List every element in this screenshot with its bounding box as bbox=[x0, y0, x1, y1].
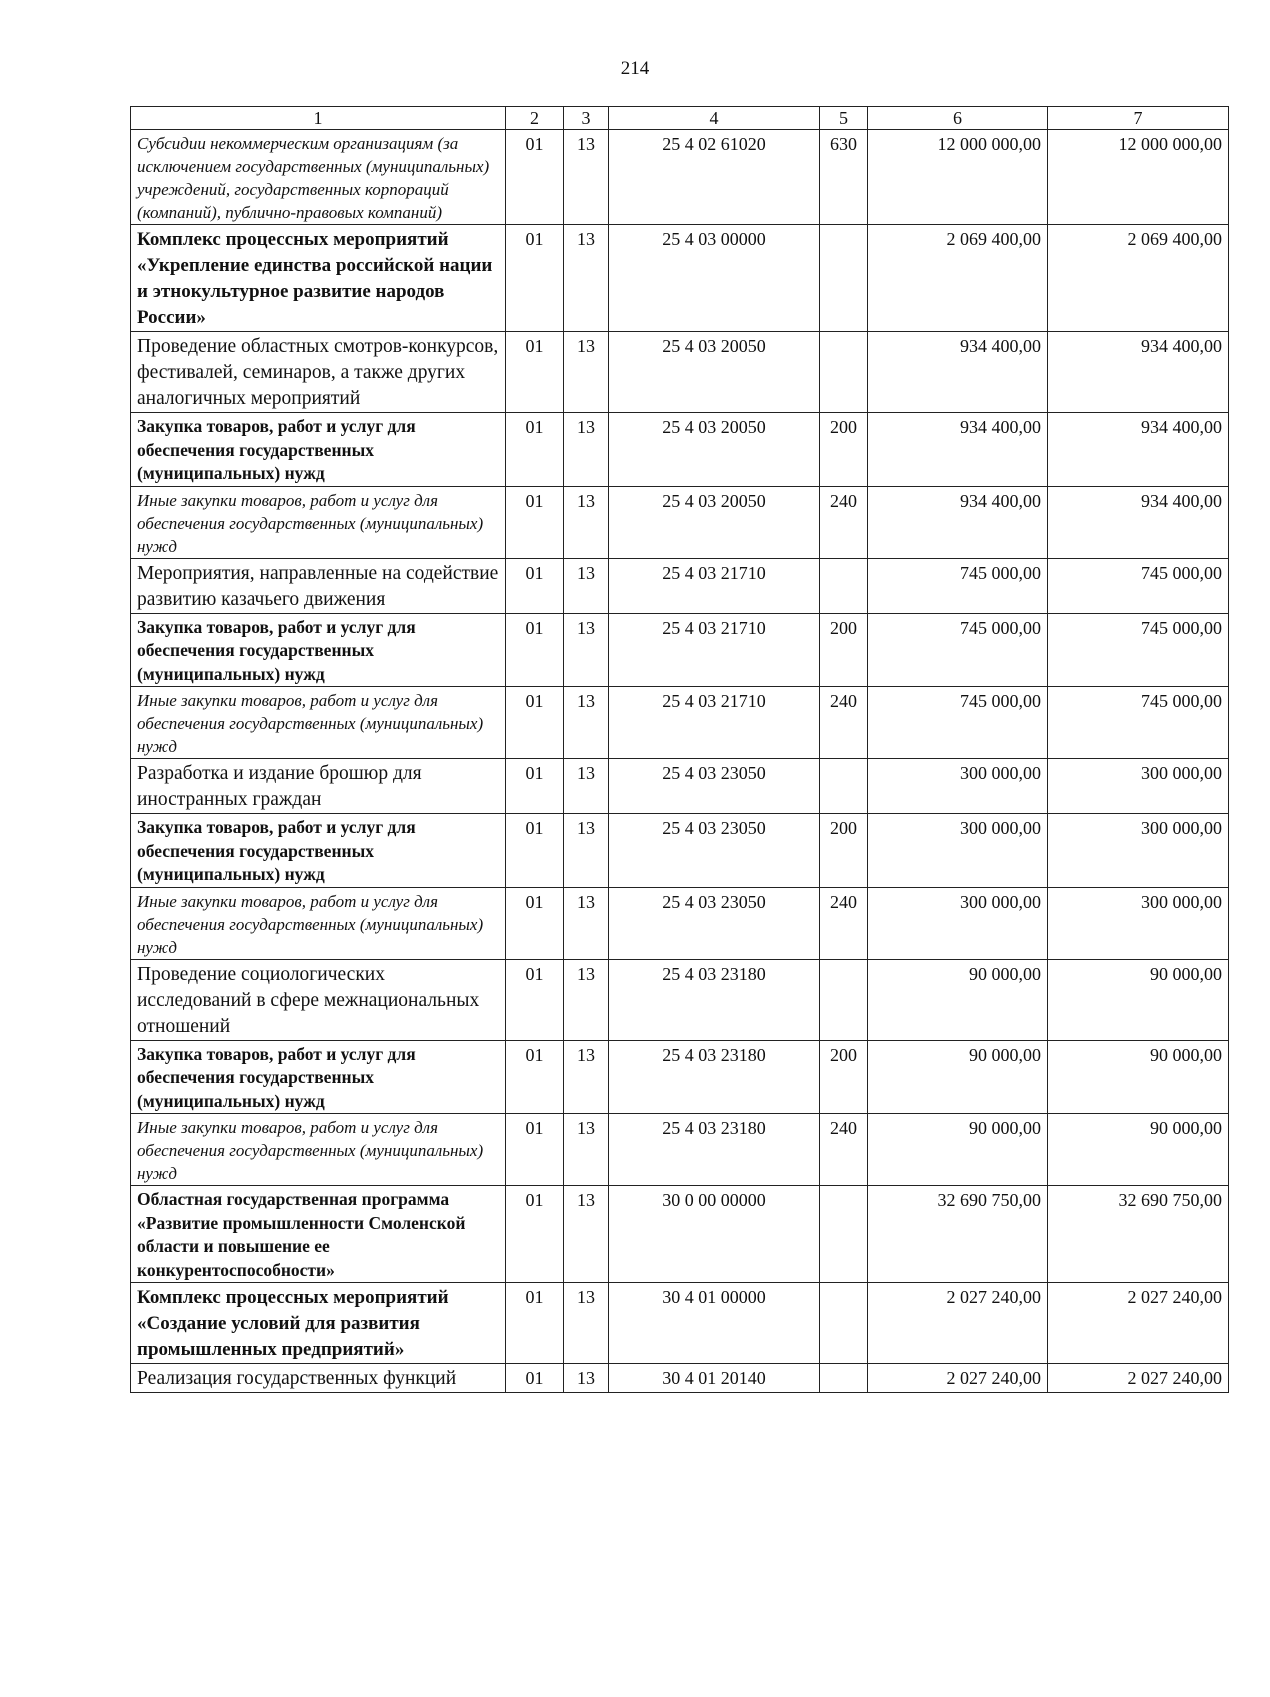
row-amount-cell: 300 000,00 bbox=[1048, 887, 1229, 959]
row-subsection-cell: 13 bbox=[564, 613, 609, 687]
row-subsection-cell: 13 bbox=[564, 558, 609, 613]
row-section-cell: 01 bbox=[506, 413, 564, 487]
row-expense-type-cell: 200 bbox=[820, 814, 868, 888]
row-name-cell: Закупка товаров, работ и услуг для обеспечения государственных (муниципальных) нужд bbox=[131, 413, 506, 487]
column-header: 7 bbox=[1048, 107, 1229, 130]
row-amount-cell: 934 400,00 bbox=[1048, 332, 1229, 413]
row-amount-cell: 934 400,00 bbox=[868, 332, 1048, 413]
row-section-cell: 01 bbox=[506, 1040, 564, 1114]
row-target-article-cell: 25 4 03 20050 bbox=[609, 332, 820, 413]
row-amount-cell: 90 000,00 bbox=[868, 959, 1048, 1040]
column-header: 3 bbox=[564, 107, 609, 130]
row-amount-cell: 2 027 240,00 bbox=[868, 1364, 1048, 1393]
row-expense-type-cell bbox=[820, 225, 868, 332]
table-row bbox=[131, 1040, 1229, 1114]
row-amount-cell: 745 000,00 bbox=[868, 687, 1048, 759]
row-amount-cell: 2 027 240,00 bbox=[1048, 1283, 1229, 1364]
row-subsection-cell: 13 bbox=[564, 413, 609, 487]
row-section-cell: 01 bbox=[506, 225, 564, 332]
row-subsection-cell: 13 bbox=[564, 814, 609, 888]
row-amount-cell: 90 000,00 bbox=[1048, 959, 1229, 1040]
column-header: 4 bbox=[609, 107, 820, 130]
row-amount-cell: 745 000,00 bbox=[1048, 613, 1229, 687]
row-amount-cell: 12 000 000,00 bbox=[1048, 130, 1229, 225]
row-section-cell: 01 bbox=[506, 613, 564, 687]
row-section-cell: 01 bbox=[506, 759, 564, 814]
row-subsection-cell: 13 bbox=[564, 1040, 609, 1114]
row-target-article-cell: 25 4 03 23050 bbox=[609, 759, 820, 814]
row-target-article-cell: 30 4 01 20140 bbox=[609, 1364, 820, 1393]
row-name-cell: Мероприятия, направленные на содействие развитию казачьего движения bbox=[131, 558, 506, 613]
row-amount-cell: 934 400,00 bbox=[1048, 413, 1229, 487]
row-target-article-cell: 25 4 03 21710 bbox=[609, 558, 820, 613]
row-subsection-cell: 13 bbox=[564, 1283, 609, 1364]
column-header: 6 bbox=[868, 107, 1048, 130]
row-amount-cell: 300 000,00 bbox=[1048, 759, 1229, 814]
row-section-cell: 01 bbox=[506, 486, 564, 558]
table-row bbox=[131, 332, 1229, 413]
row-target-article-cell: 25 4 03 21710 bbox=[609, 613, 820, 687]
row-name-cell: Закупка товаров, работ и услуг для обеспечения государственных (муниципальных) нужд bbox=[131, 1040, 506, 1114]
row-section-cell: 01 bbox=[506, 1364, 564, 1393]
column-header: 2 bbox=[506, 107, 564, 130]
row-subsection-cell: 13 bbox=[564, 887, 609, 959]
row-amount-cell: 934 400,00 bbox=[1048, 486, 1229, 558]
row-amount-cell: 2 069 400,00 bbox=[1048, 225, 1229, 332]
row-expense-type-cell bbox=[820, 1283, 868, 1364]
table-row bbox=[131, 1186, 1229, 1283]
table-row bbox=[131, 814, 1229, 888]
row-target-article-cell: 25 4 03 23180 bbox=[609, 1114, 820, 1186]
row-subsection-cell: 13 bbox=[564, 332, 609, 413]
table-row bbox=[131, 1364, 1229, 1393]
row-section-cell: 01 bbox=[506, 558, 564, 613]
row-expense-type-cell: 240 bbox=[820, 1114, 868, 1186]
row-amount-cell: 90 000,00 bbox=[868, 1040, 1048, 1114]
row-expense-type-cell: 240 bbox=[820, 687, 868, 759]
row-name-cell: Закупка товаров, работ и услуг для обеспечения государственных (муниципальных) нужд bbox=[131, 613, 506, 687]
row-section-cell: 01 bbox=[506, 1283, 564, 1364]
row-amount-cell: 2 069 400,00 bbox=[868, 225, 1048, 332]
row-expense-type-cell: 240 bbox=[820, 486, 868, 558]
row-section-cell: 01 bbox=[506, 332, 564, 413]
row-name-cell: Закупка товаров, работ и услуг для обеспечения государственных (муниципальных) нужд bbox=[131, 814, 506, 888]
table-row bbox=[131, 413, 1229, 487]
row-amount-cell: 934 400,00 bbox=[868, 486, 1048, 558]
row-amount-cell: 300 000,00 bbox=[1048, 814, 1229, 888]
row-name-cell: Проведение социологических исследований в сфере межнациональных отношений bbox=[131, 959, 506, 1040]
row-amount-cell: 300 000,00 bbox=[868, 814, 1048, 888]
row-section-cell: 01 bbox=[506, 130, 564, 225]
row-section-cell: 01 bbox=[506, 814, 564, 888]
table-row bbox=[131, 687, 1229, 759]
row-name-cell: Комплекс процессных мероприятий «Создание условий для развития промышленных предприятий» bbox=[131, 1283, 506, 1364]
row-section-cell: 01 bbox=[506, 887, 564, 959]
row-name-cell: Комплекс процессных мероприятий «Укрепление единства российской нации и этнокультурное развитие народов России» bbox=[131, 225, 506, 332]
row-amount-cell: 2 027 240,00 bbox=[868, 1283, 1048, 1364]
table-row bbox=[131, 959, 1229, 1040]
row-subsection-cell: 13 bbox=[564, 687, 609, 759]
row-amount-cell: 745 000,00 bbox=[868, 558, 1048, 613]
table-row bbox=[131, 130, 1229, 225]
row-subsection-cell: 13 bbox=[564, 1114, 609, 1186]
row-section-cell: 01 bbox=[506, 1186, 564, 1283]
row-expense-type-cell bbox=[820, 959, 868, 1040]
row-name-cell: Иные закупки товаров, работ и услуг для обеспечения государственных (муниципальных) нужд bbox=[131, 1114, 506, 1186]
row-amount-cell: 300 000,00 bbox=[868, 759, 1048, 814]
row-name-cell: Разработка и издание брошюр для иностранных граждан bbox=[131, 759, 506, 814]
row-expense-type-cell bbox=[820, 1186, 868, 1283]
row-name-cell: Иные закупки товаров, работ и услуг для обеспечения государственных (муниципальных) нужд bbox=[131, 887, 506, 959]
column-header: 1 bbox=[131, 107, 506, 130]
table-row bbox=[131, 486, 1229, 558]
row-target-article-cell: 25 4 03 20050 bbox=[609, 486, 820, 558]
budget-table bbox=[130, 106, 1229, 1393]
row-amount-cell: 745 000,00 bbox=[1048, 558, 1229, 613]
row-target-article-cell: 25 4 03 23050 bbox=[609, 814, 820, 888]
row-expense-type-cell: 240 bbox=[820, 887, 868, 959]
table-row bbox=[131, 887, 1229, 959]
row-subsection-cell: 13 bbox=[564, 1364, 609, 1393]
row-name-cell: Иные закупки товаров, работ и услуг для обеспечения государственных (муниципальных) нужд bbox=[131, 486, 506, 558]
row-section-cell: 01 bbox=[506, 1114, 564, 1186]
row-target-article-cell: 30 4 01 00000 bbox=[609, 1283, 820, 1364]
page-number: 214 bbox=[620, 58, 650, 79]
row-expense-type-cell bbox=[820, 332, 868, 413]
row-expense-type-cell: 200 bbox=[820, 613, 868, 687]
row-section-cell: 01 bbox=[506, 687, 564, 759]
row-subsection-cell: 13 bbox=[564, 759, 609, 814]
row-name-cell: Областная государственная программа «Развитие промышленности Смоленской области и повышение ее конкурентоспособности» bbox=[131, 1186, 506, 1283]
row-subsection-cell: 13 bbox=[564, 225, 609, 332]
row-target-article-cell: 25 4 03 23180 bbox=[609, 1040, 820, 1114]
row-amount-cell: 300 000,00 bbox=[868, 887, 1048, 959]
table-row bbox=[131, 1283, 1229, 1364]
row-target-article-cell: 25 4 03 23180 bbox=[609, 959, 820, 1040]
row-amount-cell: 32 690 750,00 bbox=[868, 1186, 1048, 1283]
column-header: 5 bbox=[820, 107, 868, 130]
row-name-cell: Реализация государственных функций bbox=[131, 1364, 506, 1393]
row-target-article-cell: 25 4 03 00000 bbox=[609, 225, 820, 332]
row-expense-type-cell: 200 bbox=[820, 1040, 868, 1114]
row-amount-cell: 90 000,00 bbox=[1048, 1040, 1229, 1114]
row-amount-cell: 2 027 240,00 bbox=[1048, 1364, 1229, 1393]
row-amount-cell: 90 000,00 bbox=[868, 1114, 1048, 1186]
row-expense-type-cell: 200 bbox=[820, 413, 868, 487]
row-expense-type-cell bbox=[820, 558, 868, 613]
row-expense-type-cell bbox=[820, 759, 868, 814]
table-body bbox=[131, 130, 1229, 1393]
row-amount-cell: 12 000 000,00 bbox=[868, 130, 1048, 225]
table-row bbox=[131, 225, 1229, 332]
row-amount-cell: 745 000,00 bbox=[868, 613, 1048, 687]
table-row bbox=[131, 613, 1229, 687]
row-expense-type-cell bbox=[820, 1364, 868, 1393]
row-expense-type-cell: 630 bbox=[820, 130, 868, 225]
row-amount-cell: 934 400,00 bbox=[868, 413, 1048, 487]
table-row bbox=[131, 759, 1229, 814]
row-target-article-cell: 25 4 03 20050 bbox=[609, 413, 820, 487]
row-subsection-cell: 13 bbox=[564, 486, 609, 558]
row-section-cell: 01 bbox=[506, 959, 564, 1040]
row-amount-cell: 745 000,00 bbox=[1048, 687, 1229, 759]
row-name-cell: Субсидии некоммерческим организациям (за исключением государственных (муниципальных) учреждений, государственных корпораций (компаний), публично-правовых компаний) bbox=[131, 130, 506, 225]
row-target-article-cell: 30 0 00 00000 bbox=[609, 1186, 820, 1283]
row-name-cell: Иные закупки товаров, работ и услуг для обеспечения государственных (муниципальных) нужд bbox=[131, 687, 506, 759]
row-target-article-cell: 25 4 03 21710 bbox=[609, 687, 820, 759]
row-name-cell: Проведение областных смотров-конкурсов, фестивалей, семинаров, а также других аналогичных мероприятий bbox=[131, 332, 506, 413]
row-target-article-cell: 25 4 03 23050 bbox=[609, 887, 820, 959]
row-amount-cell: 90 000,00 bbox=[1048, 1114, 1229, 1186]
row-amount-cell: 32 690 750,00 bbox=[1048, 1186, 1229, 1283]
row-target-article-cell: 25 4 02 61020 bbox=[609, 130, 820, 225]
row-subsection-cell: 13 bbox=[564, 959, 609, 1040]
row-subsection-cell: 13 bbox=[564, 1186, 609, 1283]
row-subsection-cell: 13 bbox=[564, 130, 609, 225]
header-row bbox=[131, 107, 1229, 130]
table-row bbox=[131, 558, 1229, 613]
table-row bbox=[131, 1114, 1229, 1186]
